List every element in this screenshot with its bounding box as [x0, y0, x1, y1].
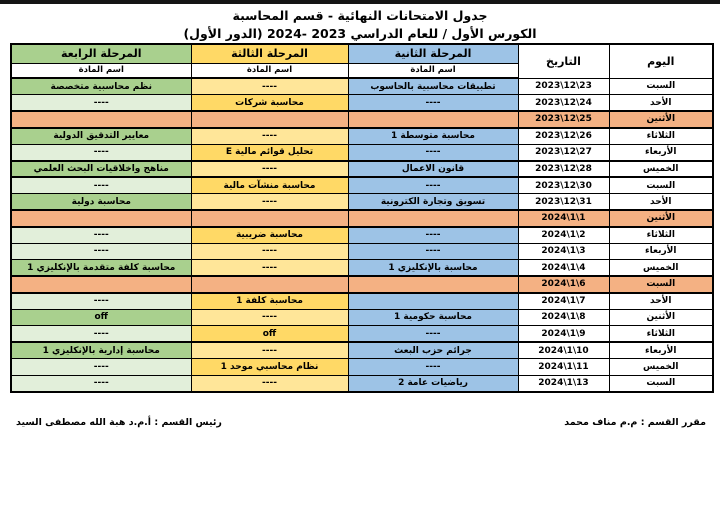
day-cell: الثلاثاء — [609, 128, 713, 145]
day-cell: الأثنين — [609, 309, 713, 326]
department-head-signature: رئيس القسم : أ.م.د هبة الله مصطفى السيد — [16, 417, 222, 428]
stage4-subject-cell: مناهج واخلاقيات البحث العلمي — [11, 161, 191, 178]
date-cell: 2024\1\13 — [518, 375, 609, 392]
date-cell: 2023\12\26 — [518, 128, 609, 145]
holiday-row — [11, 276, 713, 293]
stage4-subject-cell: ---- — [11, 144, 191, 161]
schedule-row — [11, 293, 713, 310]
day-cell: الأربعاء — [609, 243, 713, 260]
stage3-subject-label: اسم المادة — [191, 63, 348, 78]
stage3-subject-cell: تحليل قوائم مالية E — [191, 144, 348, 161]
stage2-subject-cell: ---- — [348, 359, 518, 376]
stage4-subject-cell: ---- — [11, 95, 191, 112]
stage2-subject-cell: ---- — [348, 243, 518, 260]
stage3-subject-cell: ---- — [191, 128, 348, 145]
day-cell: الخميس — [609, 359, 713, 376]
day-cell: الخميس — [609, 161, 713, 178]
schedule-row — [11, 161, 713, 178]
header-date: التاريخ — [518, 44, 609, 78]
stage3-subject-cell: ---- — [191, 78, 348, 95]
signature-row — [0, 417, 720, 428]
stage3-subject-cell: ---- — [191, 194, 348, 211]
header-stage2: المرحلة الثانية — [348, 44, 518, 63]
stage3-subject-cell: ---- — [191, 309, 348, 326]
table-header-row — [11, 44, 713, 63]
date-cell: 2024\1\10 — [518, 342, 609, 359]
date-cell: 2023\12\31 — [518, 194, 609, 211]
schedule-row — [11, 194, 713, 211]
schedule-row — [11, 375, 713, 392]
stage2-subject-cell — [348, 111, 518, 128]
day-cell: الخميس — [609, 260, 713, 277]
schedule-row — [11, 227, 713, 244]
stage4-subject-cell: محاسبة دولية — [11, 194, 191, 211]
stage3-subject-cell — [191, 210, 348, 227]
day-cell: الأحد — [609, 293, 713, 310]
day-cell: السبت — [609, 78, 713, 95]
date-cell: 2024\1\7 — [518, 293, 609, 310]
stage3-subject-cell: ---- — [191, 243, 348, 260]
stage4-subject-cell: ---- — [11, 359, 191, 376]
header-day: اليوم — [609, 44, 713, 78]
stage2-subject-cell: قانون الاعمال — [348, 161, 518, 178]
stage2-subject-cell — [348, 210, 518, 227]
day-cell: الثلاثاء — [609, 326, 713, 343]
date-cell: 2024\1\1 — [518, 210, 609, 227]
stage4-subject-cell: ---- — [11, 326, 191, 343]
stage4-subject-cell — [11, 210, 191, 227]
stage2-subject-cell: رياضيات عامة 2 — [348, 375, 518, 392]
date-cell: 2023\12\23 — [518, 78, 609, 95]
schedule-row — [11, 243, 713, 260]
date-cell: 2023\12\24 — [518, 95, 609, 112]
header-stage4: المرحلة الرابعة — [11, 44, 191, 63]
schedule-row — [11, 309, 713, 326]
date-cell: 2024\1\9 — [518, 326, 609, 343]
date-cell: 2023\12\28 — [518, 161, 609, 178]
photo-top-edge — [0, 0, 720, 4]
exam-schedule-table — [10, 43, 714, 393]
holiday-row — [11, 210, 713, 227]
stage2-subject-cell: تسويق وتجارة الكترونية — [348, 194, 518, 211]
stage3-subject-cell: محاسبة منشآت مالية — [191, 177, 348, 194]
day-cell: الأربعاء — [609, 144, 713, 161]
stage3-subject-cell — [191, 276, 348, 293]
stage3-subject-cell: ---- — [191, 375, 348, 392]
page-title: جدول الامتحانات النهائية - قسم المحاسبة — [232, 8, 488, 23]
date-cell: 2024\1\6 — [518, 276, 609, 293]
schedule-row — [11, 326, 713, 343]
stage2-subject-cell — [348, 293, 518, 310]
stage3-subject-cell: نظام محاسبي موحد 1 — [191, 359, 348, 376]
day-cell: السبت — [609, 177, 713, 194]
stage2-subject-cell: تطبيقات محاسبية بالحاسوب — [348, 78, 518, 95]
holiday-row — [11, 111, 713, 128]
stage2-subject-cell — [348, 276, 518, 293]
header-stage3: المرحلة الثالثة — [191, 44, 348, 63]
date-cell: 2024\1\4 — [518, 260, 609, 277]
stage4-subject-cell: محاسبة كلفة متقدمة بالإنكليزي 1 — [11, 260, 191, 277]
date-cell: 2023\12\27 — [518, 144, 609, 161]
day-cell: الثلاثاء — [609, 227, 713, 244]
schedule-body — [11, 78, 713, 392]
stage4-subject-cell: ---- — [11, 177, 191, 194]
date-cell: 2023\12\30 — [518, 177, 609, 194]
department-rapporteur-signature: مقرر القسم : م.م مناف محمد — [564, 417, 706, 428]
stage4-subject-cell: محاسبة إدارية بالإنكليزي 1 — [11, 342, 191, 359]
stage2-subject-cell: ---- — [348, 95, 518, 112]
day-cell: الأحد — [609, 95, 713, 112]
stage4-subject-label: اسم المادة — [11, 63, 191, 78]
day-cell: السبت — [609, 375, 713, 392]
date-cell: 2024\1\11 — [518, 359, 609, 376]
schedule-row — [11, 95, 713, 112]
stage3-subject-cell: محاسبة كلفة 1 — [191, 293, 348, 310]
date-cell: 2023\12\25 — [518, 111, 609, 128]
stage2-subject-label: اسم المادة — [348, 63, 518, 78]
date-cell: 2024\1\8 — [518, 309, 609, 326]
stage3-subject-cell: off — [191, 326, 348, 343]
schedule-row — [11, 177, 713, 194]
schedule-row — [11, 144, 713, 161]
stage4-subject-cell: ---- — [11, 243, 191, 260]
date-cell: 2024\1\3 — [518, 243, 609, 260]
stage3-subject-cell — [191, 111, 348, 128]
stage2-subject-cell: محاسبة حكومية 1 — [348, 309, 518, 326]
day-cell: السبت — [609, 276, 713, 293]
stage2-subject-cell: ---- — [348, 144, 518, 161]
stage4-subject-cell: معايير التدقيق الدولية — [11, 128, 191, 145]
stage4-subject-cell: ---- — [11, 293, 191, 310]
stage3-subject-cell: محاسبة شركات — [191, 95, 348, 112]
stage2-subject-cell: ---- — [348, 326, 518, 343]
stage3-subject-cell: ---- — [191, 260, 348, 277]
stage2-subject-cell: محاسبة بالإنكليزي 1 — [348, 260, 518, 277]
schedule-row — [11, 78, 713, 95]
stage4-subject-cell — [11, 276, 191, 293]
stage3-subject-cell: ---- — [191, 342, 348, 359]
stage4-subject-cell — [11, 111, 191, 128]
schedule-row — [11, 359, 713, 376]
day-cell: الأحد — [609, 194, 713, 211]
page-subtitle: الكورس الأول / للعام الدراسي 2023 -2024 (الدور الأول) — [183, 26, 537, 42]
date-cell: 2024\1\2 — [518, 227, 609, 244]
schedule-row — [11, 342, 713, 359]
stage2-subject-cell: محاسبة متوسطة 1 — [348, 128, 518, 145]
stage4-subject-cell: نظم محاسبية متخصصة — [11, 78, 191, 95]
stage3-subject-cell: ---- — [191, 161, 348, 178]
stage2-subject-cell: جرائم حزب البعث — [348, 342, 518, 359]
schedule-row — [11, 260, 713, 277]
schedule-row — [11, 128, 713, 145]
stage2-subject-cell: ---- — [348, 177, 518, 194]
day-cell: الأثنين — [609, 210, 713, 227]
day-cell: الأربعاء — [609, 342, 713, 359]
day-cell: الأثنين — [609, 111, 713, 128]
stage4-subject-cell: off — [11, 309, 191, 326]
stage4-subject-cell: ---- — [11, 375, 191, 392]
document-header — [0, 7, 720, 43]
stage4-subject-cell: ---- — [11, 227, 191, 244]
stage3-subject-cell: محاسبة ضريبية — [191, 227, 348, 244]
stage2-subject-cell: ---- — [348, 227, 518, 244]
